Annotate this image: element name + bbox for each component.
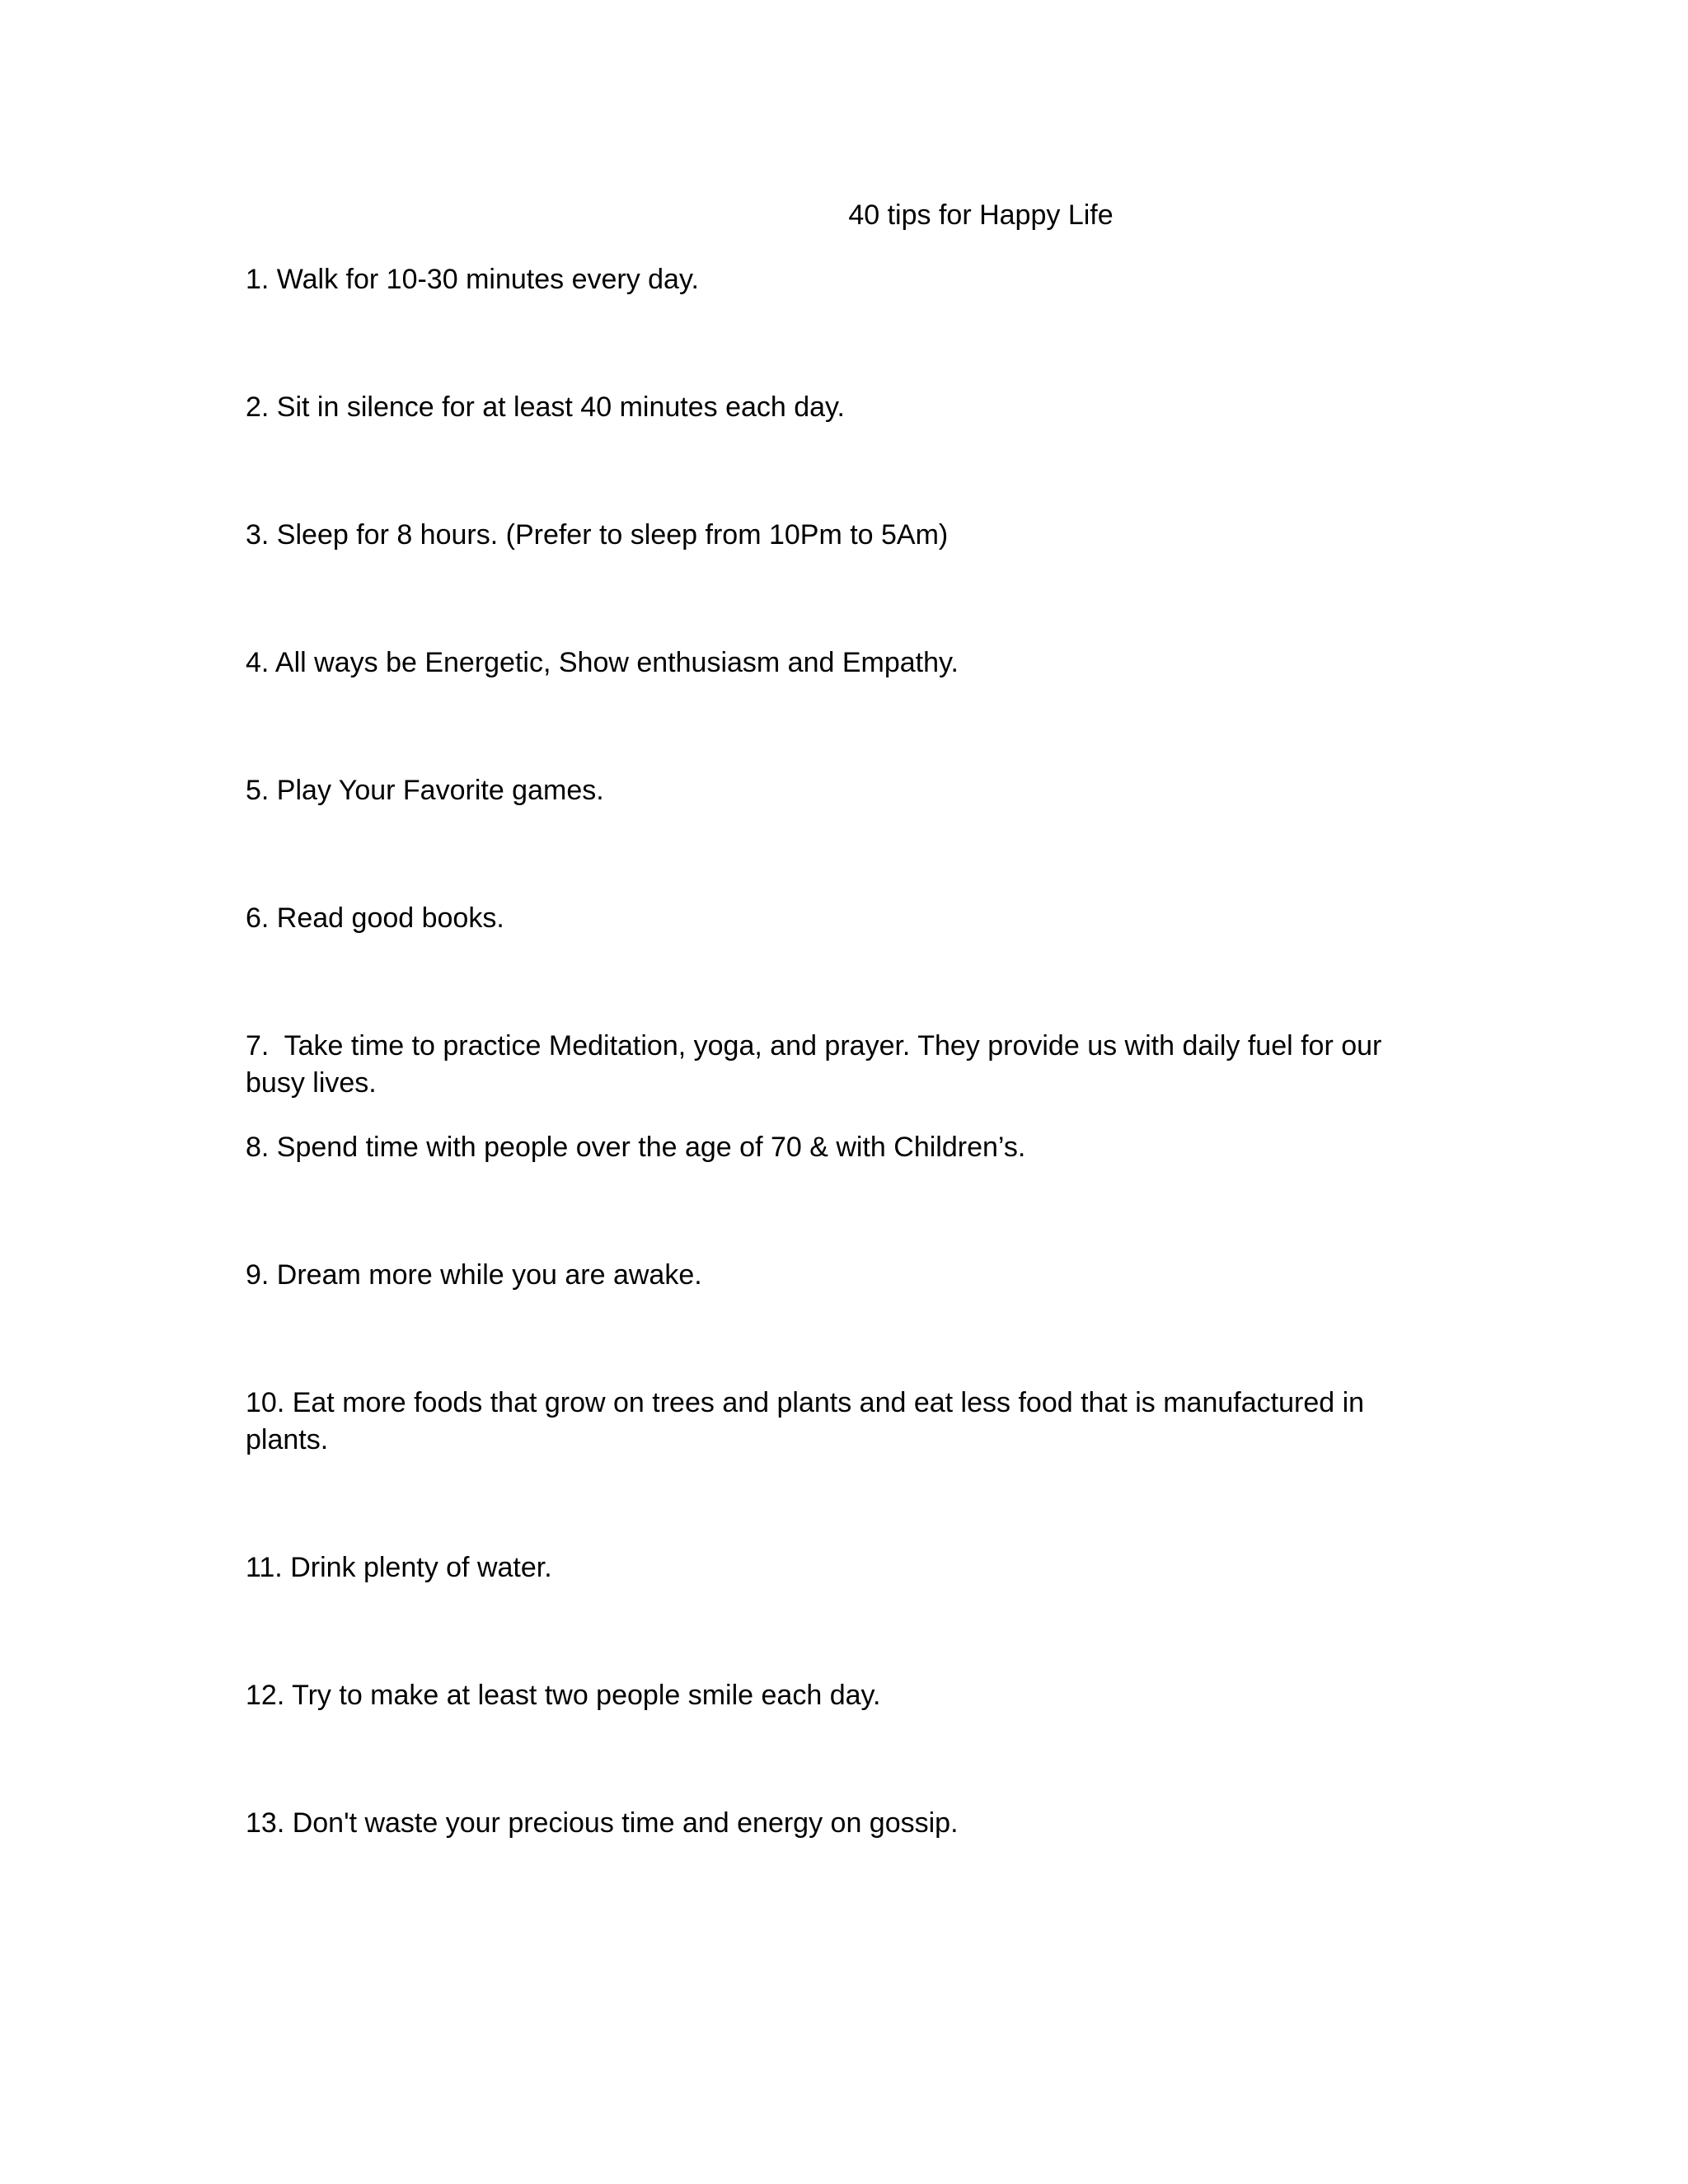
document-title: 40 tips for Happy Life — [848, 199, 1114, 231]
tip-item-11: 11. Drink plenty of water. — [246, 1552, 552, 1583]
tip-item-13: 13. Don't waste your precious time and energy on gossip. — [246, 1807, 959, 1839]
tip-item-12: 12. Try to make at least two people smile each day. — [246, 1680, 881, 1711]
tip-item-9: 9. Dream more while you are awake. — [246, 1259, 702, 1291]
tip-item-3: 3. Sleep for 8 hours. (Prefer to sleep from 10Pm to 5Am) — [246, 519, 949, 551]
tip-item-6: 6. Read good books. — [246, 902, 504, 934]
tip-item-5: 5. Play Your Favorite games. — [246, 775, 604, 806]
tip-item-4: 4. All ways be Energetic, Show enthusiasm and Empathy. — [246, 647, 959, 678]
tip-item-2: 2. Sit in silence for at least 40 minutes each day. — [246, 391, 845, 423]
tip-item-1: 1. Walk for 10-30 minutes every day. — [246, 264, 699, 295]
tip-item-7: 7. Take time to practice Meditation, yoga, and prayer. They provide us with daily fuel for our busy lives. — [246, 1030, 1390, 1099]
tip-item-8: 8. Spend time with people over the age of 70 & with Children’s. — [246, 1132, 1026, 1163]
tip-item-10: 10. Eat more foods that grow on trees and plants and eat less food that is manufactured in plants. — [246, 1387, 1372, 1455]
